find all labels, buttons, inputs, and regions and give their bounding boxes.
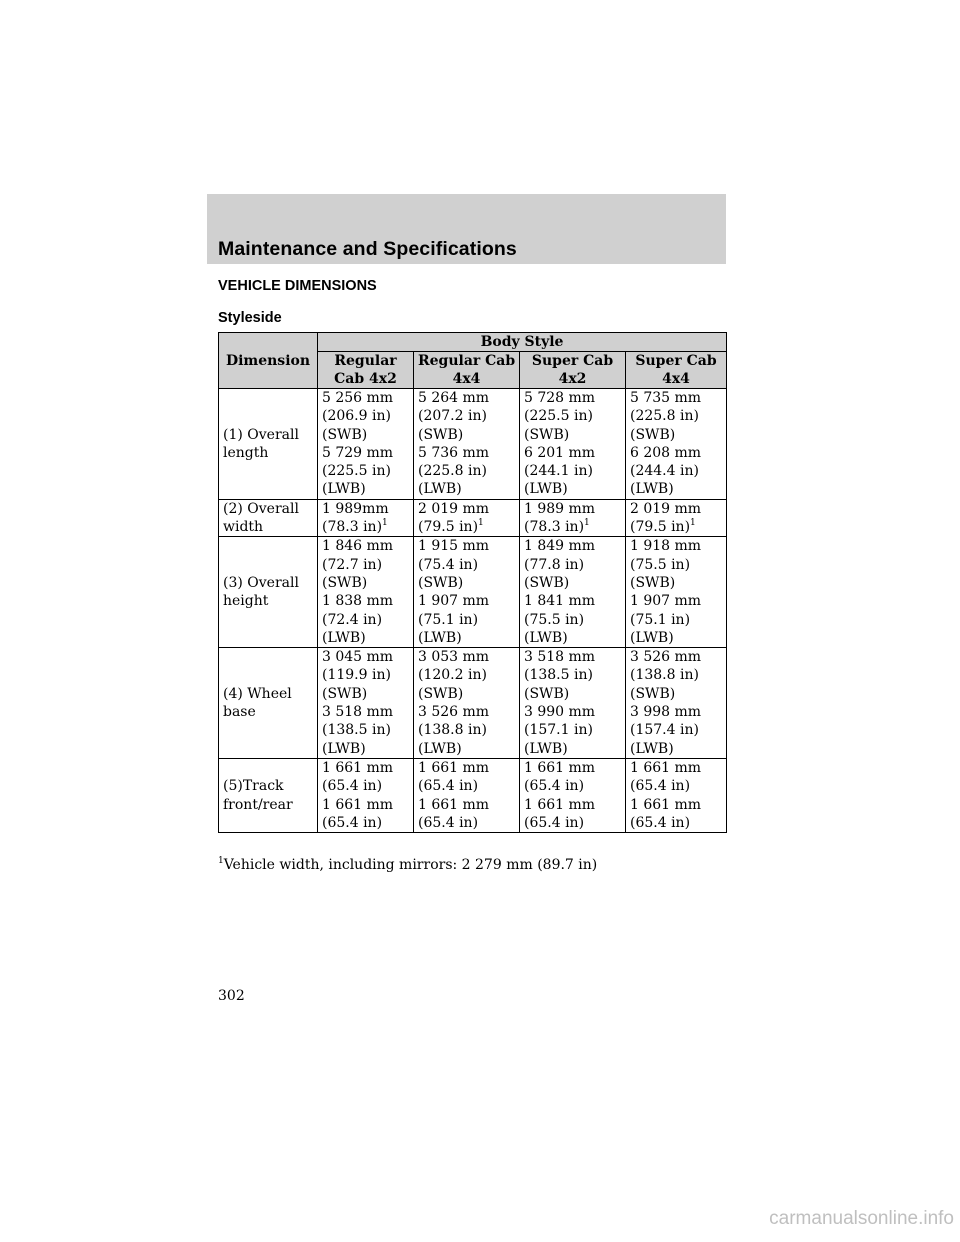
cell-value-line (524, 556, 621, 574)
cell-value-line (322, 389, 409, 407)
table-cell (318, 758, 414, 832)
cell-value: 1 661 mm (418, 796, 490, 813)
dimension-label-line: front/rear (223, 796, 293, 813)
cell-value: 1 661 mm (524, 796, 596, 813)
cell-value-line (418, 444, 515, 462)
cell-value: 1 846 mm (322, 538, 394, 555)
cell-value-line (322, 537, 409, 555)
cell-value-line (524, 389, 621, 407)
cell-value: (LWB) (630, 481, 674, 498)
cell-value: (138.5 in) (322, 722, 391, 739)
cell-value-line (630, 777, 722, 795)
cell-value-line (630, 500, 722, 518)
cell-value: 3 053 mm (418, 649, 490, 666)
column-header-line: Super Cab (531, 353, 614, 369)
cell-value: 1 661 mm (322, 759, 394, 776)
cell-value: (75.1 in) (630, 611, 691, 628)
chapter-title: Maintenance and Specifications (218, 238, 517, 260)
cell-value: (78.3 in) (524, 519, 585, 536)
cell-value-line (322, 666, 409, 684)
cell-value: 3 518 mm (322, 704, 394, 721)
cell-value-line (418, 777, 515, 795)
cell-value: (72.7 in) (322, 556, 383, 573)
cell-value: (LWB) (630, 740, 674, 757)
cell-value: 1 907 mm (418, 593, 490, 610)
cell-value-line (418, 389, 515, 407)
cell-value: (SWB) (630, 685, 676, 702)
cell-value: (138.8 in) (418, 722, 487, 739)
cell-value-line (630, 685, 722, 703)
cell-value: (75.1 in) (418, 611, 479, 628)
cell-value-line (630, 537, 722, 555)
cell-value: 3 526 mm (630, 649, 702, 666)
cell-value-line (524, 444, 621, 462)
section-title: VEHICLE DIMENSIONS (218, 278, 377, 294)
cell-value: (SWB) (524, 685, 570, 702)
table-cell (318, 499, 414, 537)
cell-value: 1 989 mm (524, 500, 596, 517)
cell-value-line (418, 629, 515, 647)
cell-value-line (630, 611, 722, 629)
cell-value-line (322, 426, 409, 444)
cell-value-line (418, 518, 515, 536)
cell-value-line (524, 518, 621, 536)
cell-value-line (630, 592, 722, 610)
cell-value: (72.4 in) (322, 611, 383, 628)
dimension-label-line: base (223, 704, 256, 721)
cell-value: 2 019 mm (418, 500, 490, 517)
cell-value: 5 256 mm (322, 390, 394, 406)
cell-value: (LWB) (322, 740, 366, 757)
column-header-line: 4x4 (452, 371, 481, 387)
cell-value: 1 918 mm (630, 538, 702, 555)
footnote-reference: 1 (690, 518, 696, 529)
cell-value-line (524, 796, 621, 814)
cell-value-line (418, 592, 515, 610)
cell-value: 3 518 mm (524, 649, 596, 666)
cell-value-line (524, 629, 621, 647)
cell-value: (75.5 in) (524, 611, 585, 628)
cell-value: (LWB) (524, 481, 568, 498)
cell-value-line (418, 666, 515, 684)
cell-value: 2 019 mm (630, 500, 702, 517)
cell-value: (65.4 in) (630, 814, 691, 831)
cell-value: (LWB) (524, 629, 568, 646)
cell-value-line (322, 592, 409, 610)
cell-value: 1 849 mm (524, 538, 596, 555)
table-cell (414, 537, 520, 648)
cell-value-line (322, 685, 409, 703)
dimension-label (219, 648, 318, 759)
cell-value: 3 998 mm (630, 704, 702, 721)
cell-value: (SWB) (322, 426, 368, 443)
table-row (219, 499, 727, 537)
cell-value: (157.4 in) (630, 722, 699, 739)
column-header (414, 352, 520, 389)
cell-value-line (630, 574, 722, 592)
cell-value-line (322, 796, 409, 814)
cell-value: (225.5 in) (322, 463, 391, 480)
cell-value-line (418, 796, 515, 814)
column-header-line: Cab 4x2 (334, 371, 397, 387)
cell-value: (SWB) (418, 685, 464, 702)
cell-value: (65.4 in) (322, 814, 383, 831)
cell-value: (SWB) (524, 574, 570, 591)
cell-value: 1 661 mm (418, 759, 490, 776)
footnote-reference: 1 (382, 518, 388, 529)
cell-value-line (418, 480, 515, 498)
cell-value: (SWB) (322, 685, 368, 702)
table-cell (520, 537, 626, 648)
dimension-label-line: (1) Overall (223, 426, 299, 443)
column-header (318, 352, 414, 389)
cell-value: (120.2 in) (418, 667, 487, 684)
footnote-reference: 1 (478, 518, 484, 529)
cell-value: (79.5 in) (418, 519, 479, 536)
dimension-label-line: width (223, 519, 264, 536)
dimension-label (219, 758, 318, 832)
dimension-label-line: height (223, 593, 269, 610)
cell-value-line (630, 703, 722, 721)
cell-value: (79.5 in) (630, 519, 691, 536)
cell-value-line (322, 777, 409, 795)
cell-value: 1 915 mm (418, 538, 490, 555)
cell-value: (SWB) (418, 574, 464, 591)
cell-value: (SWB) (322, 574, 368, 591)
cell-value-line (524, 740, 621, 758)
cell-value-line (322, 518, 409, 536)
cell-value-line (630, 814, 722, 832)
cell-value-line (630, 796, 722, 814)
cell-value: 1 989mm (322, 500, 389, 517)
cell-value-line (418, 426, 515, 444)
cell-value: 3 990 mm (524, 704, 596, 721)
cell-value-line (630, 740, 722, 758)
table-cell (520, 648, 626, 759)
cell-value-line (524, 480, 621, 498)
cell-value-line (418, 703, 515, 721)
dimension-label-line: (4) Wheel (223, 685, 292, 702)
cell-value-line (322, 462, 409, 480)
cell-value-line (524, 777, 621, 795)
table-cell (626, 648, 727, 759)
cell-value-line (418, 556, 515, 574)
cell-value: (65.4 in) (322, 778, 383, 795)
cell-value: 1 838 mm (322, 593, 394, 610)
cell-value: (LWB) (322, 629, 366, 646)
cell-value: 1 661 mm (630, 796, 702, 813)
cell-value-line (630, 648, 722, 666)
cell-value-line (524, 814, 621, 832)
cell-value: (75.5 in) (630, 556, 691, 573)
table-cell (414, 389, 520, 500)
cell-value-line (418, 537, 515, 555)
cell-value-line (630, 759, 722, 777)
watermark: carmanualsonline.info (769, 1208, 954, 1229)
cell-value: 1 661 mm (630, 759, 702, 776)
table-cell (318, 537, 414, 648)
dimension-label (219, 499, 318, 537)
cell-value-line (630, 721, 722, 739)
cell-value-line (418, 407, 515, 425)
cell-value: (SWB) (630, 426, 676, 443)
cell-value-line (418, 721, 515, 739)
cell-value-line (630, 426, 722, 444)
cell-value-line (524, 611, 621, 629)
cell-value: (225.5 in) (524, 408, 593, 425)
cell-value-line (322, 814, 409, 832)
cell-value: (65.4 in) (524, 814, 585, 831)
cell-value-line (418, 611, 515, 629)
cell-value: 5 264 mm (418, 390, 490, 406)
table-cell (520, 758, 626, 832)
column-header-line: Regular Cab (418, 353, 516, 369)
table-body (219, 389, 727, 833)
cell-value-line (322, 648, 409, 666)
cell-value: (207.2 in) (418, 408, 487, 425)
table-row (219, 537, 727, 648)
cell-value-line (322, 759, 409, 777)
table-cell (414, 758, 520, 832)
cell-value-line (524, 426, 621, 444)
column-header-line: Regular (334, 353, 397, 369)
cell-value-line (630, 480, 722, 498)
cell-value-line (322, 480, 409, 498)
cell-value: (65.4 in) (630, 778, 691, 795)
cell-value-line (322, 703, 409, 721)
table-head (219, 333, 727, 389)
cell-value-line (418, 814, 515, 832)
header-row-body-style (219, 333, 727, 352)
cell-value: (225.8 in) (630, 408, 699, 425)
cell-value: (138.8 in) (630, 667, 699, 684)
dimension-header: Dimension (219, 333, 318, 389)
cell-value: (119.9 in) (322, 667, 391, 684)
cell-value: (SWB) (418, 426, 464, 443)
cell-value: 6 208 mm (630, 444, 702, 461)
cell-value: (78.3 in) (322, 519, 383, 536)
cell-value: (138.5 in) (524, 667, 593, 684)
column-header (520, 352, 626, 389)
cell-value-line (418, 462, 515, 480)
cell-value: 1 907 mm (630, 593, 702, 610)
cell-value: (244.1 in) (524, 463, 593, 480)
cell-value-line (524, 759, 621, 777)
cell-value: 5 729 mm (322, 444, 394, 461)
cell-value-line (524, 685, 621, 703)
cell-value: 5 728 mm (524, 390, 596, 406)
cell-value-line (418, 500, 515, 518)
column-header (626, 352, 727, 389)
cell-value-line (524, 462, 621, 480)
cell-value-line (630, 407, 722, 425)
footnote (218, 857, 597, 873)
cell-value-line (524, 648, 621, 666)
cell-value-line (524, 574, 621, 592)
footnote-text: Vehicle width, including mirrors: 2 279 mm (89.7 in) (223, 857, 598, 873)
cell-value: (LWB) (418, 481, 462, 498)
dimension-label-line: length (223, 444, 269, 461)
table-row (219, 389, 727, 500)
cell-value: 5 736 mm (418, 444, 490, 461)
cell-value-line (524, 537, 621, 555)
subsection-title: Styleside (218, 310, 282, 326)
cell-value-line (322, 721, 409, 739)
body-style-header: Body Style (318, 333, 727, 352)
cell-value-line (322, 444, 409, 462)
cell-value: (75.4 in) (418, 556, 479, 573)
table-cell (626, 758, 727, 832)
table-cell (318, 648, 414, 759)
dimension-label-line: (3) Overall (223, 574, 299, 591)
cell-value-line (630, 462, 722, 480)
cell-value: (77.8 in) (524, 556, 585, 573)
cell-value: 3 526 mm (418, 704, 490, 721)
table-row (219, 758, 727, 832)
column-header-line: Super Cab (635, 353, 717, 369)
cell-value: (206.9 in) (322, 408, 391, 425)
table-cell (626, 499, 727, 537)
cell-value-line (322, 556, 409, 574)
page-number: 302 (218, 988, 245, 1004)
cell-value-line (322, 574, 409, 592)
cell-value: 5 735 mm (630, 390, 702, 406)
cell-value-line (322, 407, 409, 425)
cell-value: 1 841 mm (524, 593, 596, 610)
cell-value-line (418, 740, 515, 758)
column-header-line: 4x2 (558, 371, 587, 387)
cell-value-line (322, 629, 409, 647)
cell-value-line (524, 407, 621, 425)
cell-value: (LWB) (418, 740, 462, 757)
cell-value: (65.4 in) (524, 778, 585, 795)
cell-value-line (418, 685, 515, 703)
dimension-label-line: (2) Overall (223, 500, 299, 517)
cell-value: (SWB) (524, 426, 570, 443)
cell-value-line (630, 444, 722, 462)
cell-value: 1 661 mm (322, 796, 394, 813)
cell-value-line (630, 389, 722, 407)
cell-value-line (524, 500, 621, 518)
cell-value-line (418, 574, 515, 592)
table-cell (414, 499, 520, 537)
cell-value-line (322, 611, 409, 629)
column-header-line: 4x4 (662, 371, 690, 387)
cell-value: (LWB) (630, 629, 674, 646)
footnote-mark: 1 (218, 856, 224, 866)
table-cell (626, 537, 727, 648)
cell-value-line (418, 759, 515, 777)
dimension-label (219, 537, 318, 648)
cell-value: 3 045 mm (322, 649, 394, 666)
cell-value: (LWB) (418, 629, 462, 646)
dimensions-table (218, 332, 727, 833)
cell-value: (157.1 in) (524, 722, 593, 739)
table-cell (626, 389, 727, 500)
cell-value: (LWB) (524, 740, 568, 757)
cell-value-line (630, 666, 722, 684)
table-cell (414, 648, 520, 759)
cell-value: (SWB) (630, 574, 676, 591)
cell-value-line (524, 592, 621, 610)
cell-value-line (524, 721, 621, 739)
dimension-label (219, 389, 318, 500)
cell-value: (225.8 in) (418, 463, 487, 480)
cell-value: (244.4 in) (630, 463, 699, 480)
section-header-band (207, 194, 726, 264)
cell-value: 1 661 mm (524, 759, 596, 776)
cell-value-line (418, 648, 515, 666)
cell-value: 6 201 mm (524, 444, 596, 461)
footnote-reference: 1 (584, 518, 590, 529)
cell-value: (65.4 in) (418, 778, 479, 795)
dimension-label-line: (5)Track (223, 778, 284, 795)
cell-value-line (322, 500, 409, 518)
table-cell (520, 389, 626, 500)
cell-value-line (322, 740, 409, 758)
table-cell (318, 389, 414, 500)
cell-value-line (630, 629, 722, 647)
cell-value-line (630, 556, 722, 574)
table-cell (520, 499, 626, 537)
cell-value: (65.4 in) (418, 814, 479, 831)
cell-value-line (630, 518, 722, 536)
cell-value-line (524, 666, 621, 684)
table-row (219, 648, 727, 759)
cell-value-line (524, 703, 621, 721)
cell-value: (LWB) (322, 481, 366, 498)
